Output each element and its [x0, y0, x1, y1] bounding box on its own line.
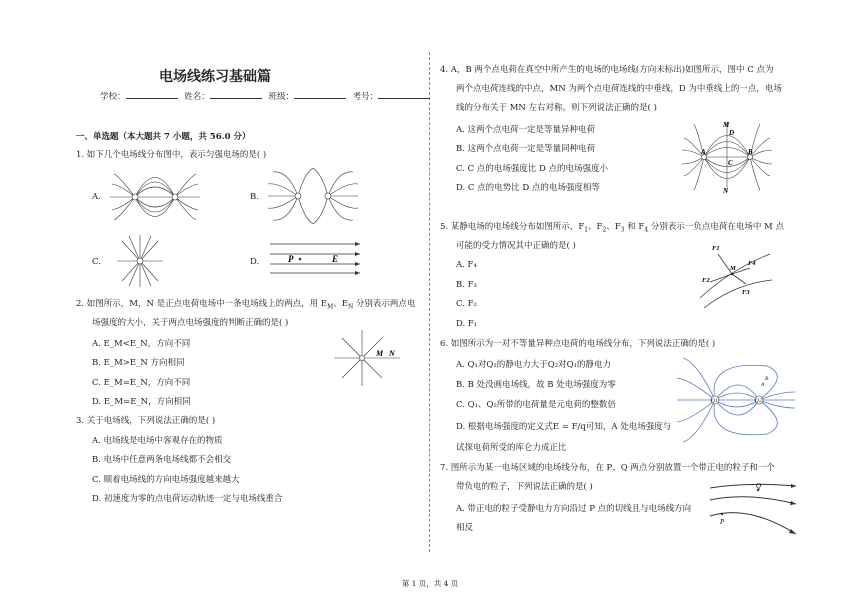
q7-stem-line1: 7. 图所示为某一电场区域的电场线分布，在 P、Q 两点分别放置一个带正电的粒子和一个	[440, 463, 775, 473]
q1-figure-b	[268, 168, 358, 224]
label-m: M	[376, 349, 384, 358]
q7-label-p: P	[720, 518, 725, 526]
q5-sub-2: 2	[602, 226, 607, 234]
section-heading: 一、单选题（本大题共 7 小题，共 56.0 分）	[76, 132, 251, 142]
label-p: P	[288, 254, 294, 264]
q6-opt-d: D. 根据电场强度的定义式E = F/q可知，A 处电场强度与	[456, 422, 672, 432]
q5-label-f4: F4	[748, 260, 756, 267]
q4-label-c: C	[728, 159, 733, 167]
q5-sub-1: 1	[584, 226, 589, 234]
id-blank[interactable]	[378, 98, 430, 99]
q2-sub-n: N	[347, 303, 354, 311]
q2-opt-b: B. E_M>E_N 方向相同	[92, 358, 185, 368]
q5-opt-a: A. F₄	[456, 260, 477, 270]
q5-sub-4: 4	[644, 226, 649, 234]
q6-label-b: B	[765, 376, 769, 382]
q2-stem-b: 、E	[333, 299, 348, 309]
q4-label-m: M	[723, 121, 730, 129]
q5-stem-line1	[440, 220, 784, 238]
q2-opt-c: C. E_M=E_N，方向不同	[92, 378, 191, 388]
name-label: 姓名：	[184, 92, 210, 102]
q1-opt-c: C.	[92, 257, 101, 267]
label-n: N	[389, 349, 395, 358]
q6-opt-d-cont: 试探电荷所受的库仑力成正比	[456, 443, 567, 453]
q4-stem-line3: 线的分布关于 MN 左右对称。则下列说法正确的是( )	[456, 103, 657, 113]
q1-figure-c	[115, 233, 165, 289]
q6-stem: 6. 如图所示为一对不等量异种点电荷的电场线分布，下列说法正确的是( )	[440, 339, 716, 349]
q5-label-f1: F1	[712, 245, 720, 252]
q5-stem-c: 、F	[606, 222, 621, 232]
q6-label-q2: Q2	[755, 398, 762, 404]
q2-figure	[334, 330, 400, 386]
label-e: E	[332, 254, 339, 264]
name-blank[interactable]	[210, 98, 262, 99]
q5-opt-c: C. F₂	[456, 299, 477, 309]
q2-stem-c: 分别表示两点电	[353, 299, 416, 309]
school-blank[interactable]	[126, 98, 178, 99]
q4-opt-d: D. C 点的电势比 D 点的电场强度相等	[456, 183, 600, 193]
q3-opt-c: C. 顺着电场线的方向电场强度越来越大	[92, 475, 240, 485]
q5-label-f3: F3	[742, 289, 750, 296]
id-label: 考号：	[352, 92, 379, 102]
q5-stem-b: 、F	[588, 222, 603, 232]
q5-stem-line2: 可能的受力情况其中正确的是( )	[456, 241, 576, 251]
class-label: 班级：	[268, 92, 294, 102]
q1-figure-d	[270, 240, 360, 276]
q4-label-d: D	[729, 129, 735, 137]
q4-opt-b: B. 这两个点电荷一定是等量同种电荷	[456, 144, 596, 154]
q5-stem-d: 和 F	[624, 222, 645, 232]
column-divider	[429, 52, 430, 552]
q6-figure	[677, 356, 795, 442]
q7-label-q: Q	[756, 482, 762, 490]
q2-stem-a: 2. 如图所示，M，N 是正点电荷电场中一条电场线上的两点，用 E	[76, 299, 328, 309]
q2-sub-m: M	[327, 303, 334, 311]
q4-stem-line2: 两个点电荷连线的中点，MN 为两个点电荷连线的中垂线，D 为中垂线上的一点，电场	[456, 84, 782, 94]
q2-opt-d: D. E_M=E_N，方向相同	[92, 397, 191, 407]
page-footer: 第 1 页，共 4 页	[401, 579, 459, 588]
q1-stem: 1. 如下几个电场线分布图中，表示匀强电场的是( )	[76, 150, 267, 160]
q4-label-b: B	[748, 148, 753, 156]
q2-stem-line2: 场强度的大小，关于两点电场强度的判断正确的是( )	[92, 318, 289, 328]
q3-opt-b: B. 电场中任意两条电场线都不会相交	[92, 455, 232, 465]
q4-label-n: N	[723, 187, 729, 195]
q4-opt-c: C. C 点的电场强度比 D 点的电场强度小	[456, 164, 609, 174]
q5-figure	[690, 240, 772, 310]
q2-opt-a: A. E_M<E_N，方向不同	[92, 339, 191, 349]
q4-label-a: A	[701, 148, 706, 156]
q1-opt-d: D.	[250, 257, 260, 267]
q5-opt-b: B. F₃	[456, 280, 477, 290]
q3-opt-a: A. 电场线是电场中客观存在的物质	[92, 436, 223, 446]
q4-opt-a: A. 这两个点电荷一定是等量异种电荷	[456, 125, 596, 135]
school-label: 学校：	[100, 92, 126, 102]
class-blank[interactable]	[294, 98, 346, 99]
q4-stem-line1: 4. A，B 两个点电荷在真空中所产生的电场的电场线(方向未标出)如图所示，图中 C 点为	[440, 65, 774, 75]
q3-opt-d: D. 初速度为零的点电荷运动轨迹一定与电场线重合	[92, 494, 283, 504]
q1-opt-b: B.	[250, 192, 259, 202]
q6-opt-b: B. B 处没画电场线，故 B 处电场强度为零	[456, 380, 616, 390]
q1-figure-a	[110, 172, 200, 222]
q7-opt-a: A. 带正电的粒子受静电力方向沿过 P 点的切线且与电场线方向	[456, 504, 692, 514]
q6-label-a: A	[761, 382, 765, 388]
q7-opt-a-cont: 相反	[456, 523, 474, 533]
q1-opt-a: A.	[92, 192, 101, 202]
q3-stem: 3. 关于电场线，下列说法正确的是( )	[76, 416, 216, 426]
q6-label-q1: Q1	[711, 398, 718, 404]
q5-stem-a: 5. 某静电场的电场线分布如图所示，F	[440, 222, 585, 232]
q4-figure	[682, 120, 772, 194]
q5-stem-e: 分别表示一负点电荷在电场中 M 点	[648, 222, 784, 232]
student-info-line	[100, 90, 434, 102]
q5-sub-3: 3	[620, 226, 625, 234]
q7-figure	[708, 478, 798, 536]
doc-title: 电场线练习基础篇	[159, 69, 271, 85]
q5-opt-d: D. F₁	[456, 319, 478, 329]
q5-label-f2: F2	[702, 277, 710, 284]
q7-stem-line2: 带负电的粒子，下列说法正确的是( )	[456, 482, 593, 492]
q6-opt-c: C. Q₁、Q₂所带的电荷量是元电荷的整数倍	[456, 400, 616, 410]
q5-label-m: M	[730, 265, 736, 272]
q2-stem-line1	[76, 297, 415, 315]
q6-opt-a: A. Q₁对Q₂的静电力大于Q₂对Q₁的静电力	[456, 360, 612, 370]
